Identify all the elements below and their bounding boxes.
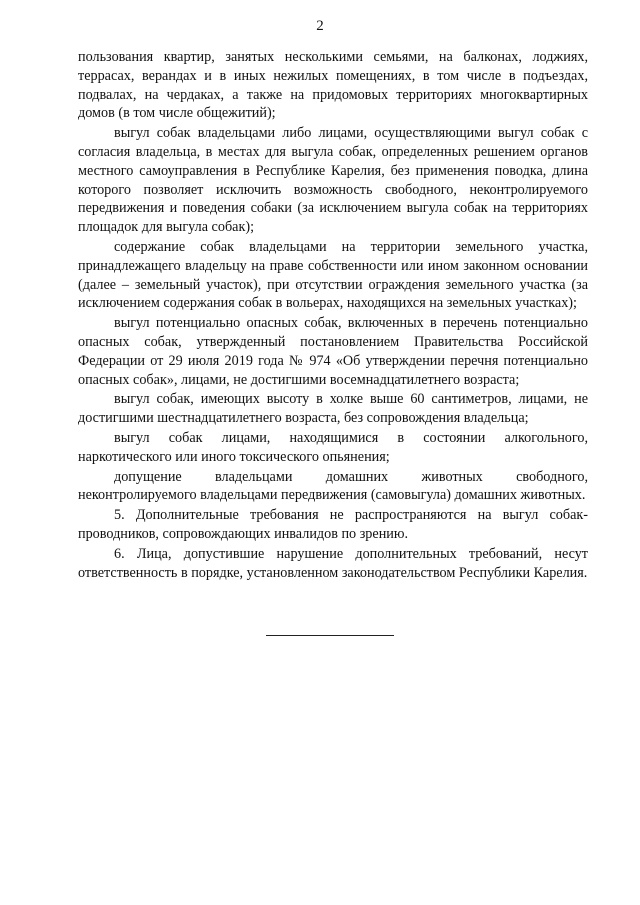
paragraph-intoxicated-persons: выгул собак лицами, находящимися в состоянии алкогольного, наркотического или иного токсического опьянения; [78, 429, 588, 465]
paragraph-land-plot-fencing: содержание собак владельцами на территории земельного участка, принадлежащего владельцу на праве собственности или ином законном основании (далее – земельный участок), при отсутствии ограждения земельного участка (за исключением содержания собак в вольерах, находящихся на земельных участках); [78, 238, 588, 312]
end-divider [266, 635, 394, 636]
paragraph-item-5: 5. Дополнительные требования не распространяются на выгул собак-проводников, сопровождающих инвалидов по зрению. [78, 507, 588, 542]
paragraph-dangerous-dogs: выгул потенциально опасных собак, включенных в перечень потенциально опасных собак, утвержденный постановлением Правительства Российской Федерации от 29 июля 2019 года № 974 «Об утверждении перечня потенциально опасных собак», лицами, не достигшими восемнадцатилетнего возраста; [78, 315, 588, 388]
paragraph-free-roaming: допущение владельцами домашних животных свободного, неконтролируемого владельцами передвижения (самовыгула) домашних животных. [78, 468, 588, 504]
paragraph-item-6: 6. Лица, допустившие нарушение дополнительных требований, несут ответственность в порядке, установленном законодательством Республики Карелия. [78, 545, 588, 581]
paragraph-large-dogs-minors: выгул собак, имеющих высоту в холке выше 60 сантиметров, лицами, не достигшими шестнадцатилетнего возраста, без сопровождения владельца; [78, 391, 588, 427]
paragraph-dog-walking-leash: выгул собак владельцами либо лицами, осуществляющими выгул собак с согласия владельца, в местах для выгула собак, определенных решением органов местного самоуправления в Республике Карелия, без применения поводка, длина которого позволяет исключить возможность свободного, неконтролируемого передвижения и поведения собаки (за исключением выгула собак на территориях площадок для выгула собак); [78, 125, 588, 236]
document-body [78, 48, 588, 583]
paragraph-continuation: пользования квартир, занятых несколькими семьями, на балконах, лоджиях, террасах, верандах и в иных нежилых помещениях, в том числе в подъездах, подвалах, на чердаках, а также на придомовых территориях многоквартирных домов (в том числе общежитий); [78, 49, 588, 122]
page-number: 2 [316, 18, 324, 34]
